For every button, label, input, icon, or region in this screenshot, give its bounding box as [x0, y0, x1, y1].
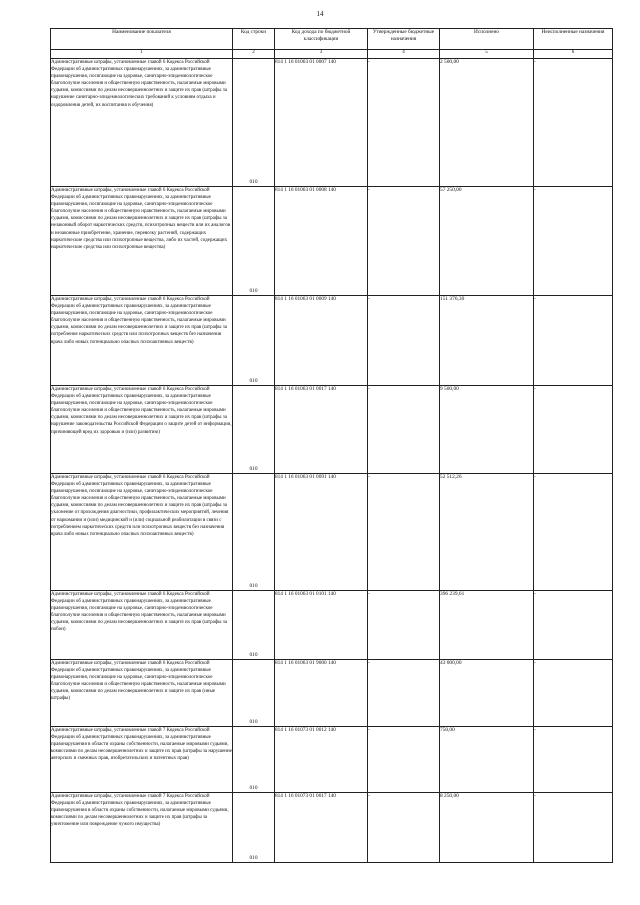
approved-amount: -: [368, 474, 440, 591]
line-code-cell: [233, 187, 275, 296]
indicator-name: Административные штрафы, установленные главой 7 Кодекса Российской Федерации об административных правонарушениях, за административные правонарушения в области охраны собственности, налагаемые мировыми судьями, комиссиями по делам несовершеннолетних и защите их прав (штрафы за нарушение авторских и смежных прав, изобретательских и патентных прав): [51, 727, 233, 793]
table-row: [51, 59, 613, 187]
executed-amount: 43 000,00: [440, 660, 534, 727]
table-body: [51, 59, 613, 863]
approved-amount: -: [368, 660, 440, 727]
header-line-code: Код строки: [233, 29, 275, 50]
header-executed: Исполнено: [440, 29, 534, 50]
line-code-cell: [233, 474, 275, 591]
line-code: 010: [249, 179, 258, 185]
header-name: Наименование показателя: [51, 29, 233, 50]
indicator-name: Административные штрафы, установленные главой 6 Кодекса Российской Федерации об административных правонарушениях, за административные правонарушения, посягающие на здоровье, санитарно-эпидемиологическое благополучие населения и общественную нравственность, налагаемые мировыми судьями, комиссиями по делам несовершеннолетних и защите их прав (штрафы за потребление наркотических средств или психотропных веществ без назначения врача либо новых потенциально опасных психоактивных веществ): [51, 296, 233, 386]
executed-amount: 151 376,30: [440, 296, 534, 386]
line-code: 010: [249, 583, 258, 589]
column-number: 6: [534, 50, 613, 59]
unexecuted-amount: -: [534, 591, 613, 660]
executed-amount: 8 250,00: [440, 793, 534, 863]
line-code: 010: [249, 466, 258, 472]
column-number: 2: [233, 50, 275, 59]
line-code-cell: [233, 793, 275, 863]
unexecuted-amount: -: [534, 474, 613, 591]
unexecuted-amount: -: [534, 187, 613, 296]
line-code: 010: [249, 288, 258, 294]
line-code-cell: [233, 386, 275, 474]
table-row: [51, 386, 613, 474]
income-code: 814 1 16 01063 01 0008 140: [275, 187, 368, 296]
income-code: 814 1 16 01063 01 0101 140: [275, 591, 368, 660]
approved-amount: -: [368, 59, 440, 187]
column-number: 3: [275, 50, 368, 59]
unexecuted-amount: -: [534, 59, 613, 187]
income-report-table: [50, 28, 613, 863]
unexecuted-amount: -: [534, 660, 613, 727]
unexecuted-amount: -: [534, 296, 613, 386]
line-code-cell: [233, 59, 275, 187]
column-number: 1: [51, 50, 233, 59]
approved-amount: -: [368, 727, 440, 793]
approved-amount: -: [368, 591, 440, 660]
unexecuted-amount: -: [534, 727, 613, 793]
executed-amount: 750,00: [440, 727, 534, 793]
table-row: [51, 793, 613, 863]
table-row: [51, 187, 613, 296]
line-code-cell: [233, 296, 275, 386]
indicator-name: Административные штрафы, установленные главой 6 Кодекса Российской Федерации об административных правонарушениях, за административные правонарушения, посягающие на здоровье, санитарно-эпидемиологическое благополучие населения и общественную нравственность, налагаемые мировыми судьями, комиссиями по делам несовершеннолетних и защите их прав (иные штрафы): [51, 660, 233, 727]
income-code: 814 1 16 01063 01 0007 140: [275, 59, 368, 187]
unexecuted-amount: -: [534, 386, 613, 474]
income-code: 814 1 16 01073 01 0017 140: [275, 793, 368, 863]
header-row: [51, 29, 613, 50]
line-code: 010: [249, 785, 258, 791]
income-code: 814 1 16 01063 01 0009 140: [275, 296, 368, 386]
executed-amount: 9 500,00: [440, 386, 534, 474]
table-row: [51, 296, 613, 386]
line-code: 010: [249, 652, 258, 658]
indicator-name: Административные штрафы, установленные главой 6 Кодекса Российской Федерации об административных правонарушениях, за административные правонарушения, посягающие на здоровье, санитарно-эпидемиологическое благополучие населения и общественную нравственность, налагаемые мировыми судьями, комиссиями по делам несовершеннолетних и защите их прав (штрафы за нарушение санитарно-эпидемиологических требований к условиям отдыха и оздоровления детей, их воспитания и обучения): [51, 59, 233, 187]
table-row: [51, 660, 613, 727]
approved-amount: -: [368, 296, 440, 386]
line-code: 010: [249, 378, 258, 384]
executed-amount: 57 250,00: [440, 187, 534, 296]
approved-amount: -: [368, 386, 440, 474]
indicator-name: Административные штрафы, установленные главой 6 Кодекса Российской Федерации об административных правонарушениях, за административные правонарушения, посягающие на здоровье, санитарно-эпидемиологическое благополучие населения и общественную нравственность, налагаемые мировыми судьями, комиссиями по делам несовершеннолетних и защите их прав (штрафы за побои): [51, 591, 233, 660]
page-number: 14: [316, 10, 324, 18]
indicator-name: Административные штрафы, установленные главой 7 Кодекса Российской Федерации об административных правонарушениях, за административные правонарушения в области охраны собственности, налагаемые мировыми судьями, комиссиями по делам несовершеннолетних и защите их прав (штрафы за уничтожение или повреждение чужого имущества): [51, 793, 233, 863]
executed-amount: 396 239,61: [440, 591, 534, 660]
income-code: 814 1 16 01073 01 0012 140: [275, 727, 368, 793]
income-code: 814 1 16 01063 01 0017 140: [275, 386, 368, 474]
income-code: 814 1 16 01063 01 0091 140: [275, 474, 368, 591]
column-number: 4: [368, 50, 440, 59]
executed-amount: 2 500,00: [440, 59, 534, 187]
column-number: 5: [440, 50, 534, 59]
header-approved: Утвержденные бюджетные назначения: [368, 29, 440, 50]
unexecuted-amount: -: [534, 793, 613, 863]
indicator-name: Административные штрафы, установленные главой 6 Кодекса Российской Федерации об административных правонарушениях, за административные правонарушения, посягающие на здоровье, санитарно-эпидемиологическое благополучие населения и общественную нравственность, налагаемые мировыми судьями, комиссиями по делам несовершеннолетних и защите их прав (штрафы за нарушение законодательства Российской Федерации о защите детей от информации, причиняющей вред их здоровью и (или) развитию): [51, 386, 233, 474]
column-number-row: [51, 50, 613, 59]
approved-amount: -: [368, 793, 440, 863]
line-code: 010: [249, 719, 258, 725]
indicator-name: Административные штрафы, установленные главой 6 Кодекса Российской Федерации об административных правонарушениях, за административные правонарушения, посягающие на здоровье, санитарно-эпидемиологическое благополучие населения и общественную нравственность, налагаемые мировыми судьями, комиссиями по делам несовершеннолетних и защите их прав (штрафы за уклонение от прохождения диагностики, профилактических мероприятий, лечения от наркомании и (или) медицинской и (или) социальной реабилитации в связи с потреблением наркотических средств или психотропных веществ без назначения врача либо новых потенциально опасных психоактивных веществ): [51, 474, 233, 591]
header-income-code: Код дохода по бюджетной классификации: [275, 29, 368, 50]
executed-amount: 52 512,26: [440, 474, 534, 591]
line-code-cell: [233, 660, 275, 727]
header-unexecuted: Неисполненные назначения: [534, 29, 613, 50]
line-code-cell: [233, 727, 275, 793]
table-row: [51, 727, 613, 793]
line-code: 010: [249, 855, 258, 861]
indicator-name: Административные штрафы, установленные главой 6 Кодекса Российской Федерации об административных правонарушениях, за административные правонарушения, посягающие на здоровье, санитарно-эпидемиологическое благополучие населения и общественную нравственность, налагаемые мировыми судьями, комиссиями по делам несовершеннолетних и защите их прав (штрафы за незаконный оборот наркотических средств, психотропных веществ или их аналогов и незаконные приобретение, хранение, перевозку растений, содержащих наркотические средства или психотропные вещества, либо их частей, содержащих наркотические средства или психотропные вещества): [51, 187, 233, 296]
table-row: [51, 474, 613, 591]
income-code: 814 1 16 01063 01 9000 140: [275, 660, 368, 727]
line-code-cell: [233, 591, 275, 660]
table-row: [51, 591, 613, 660]
approved-amount: -: [368, 187, 440, 296]
